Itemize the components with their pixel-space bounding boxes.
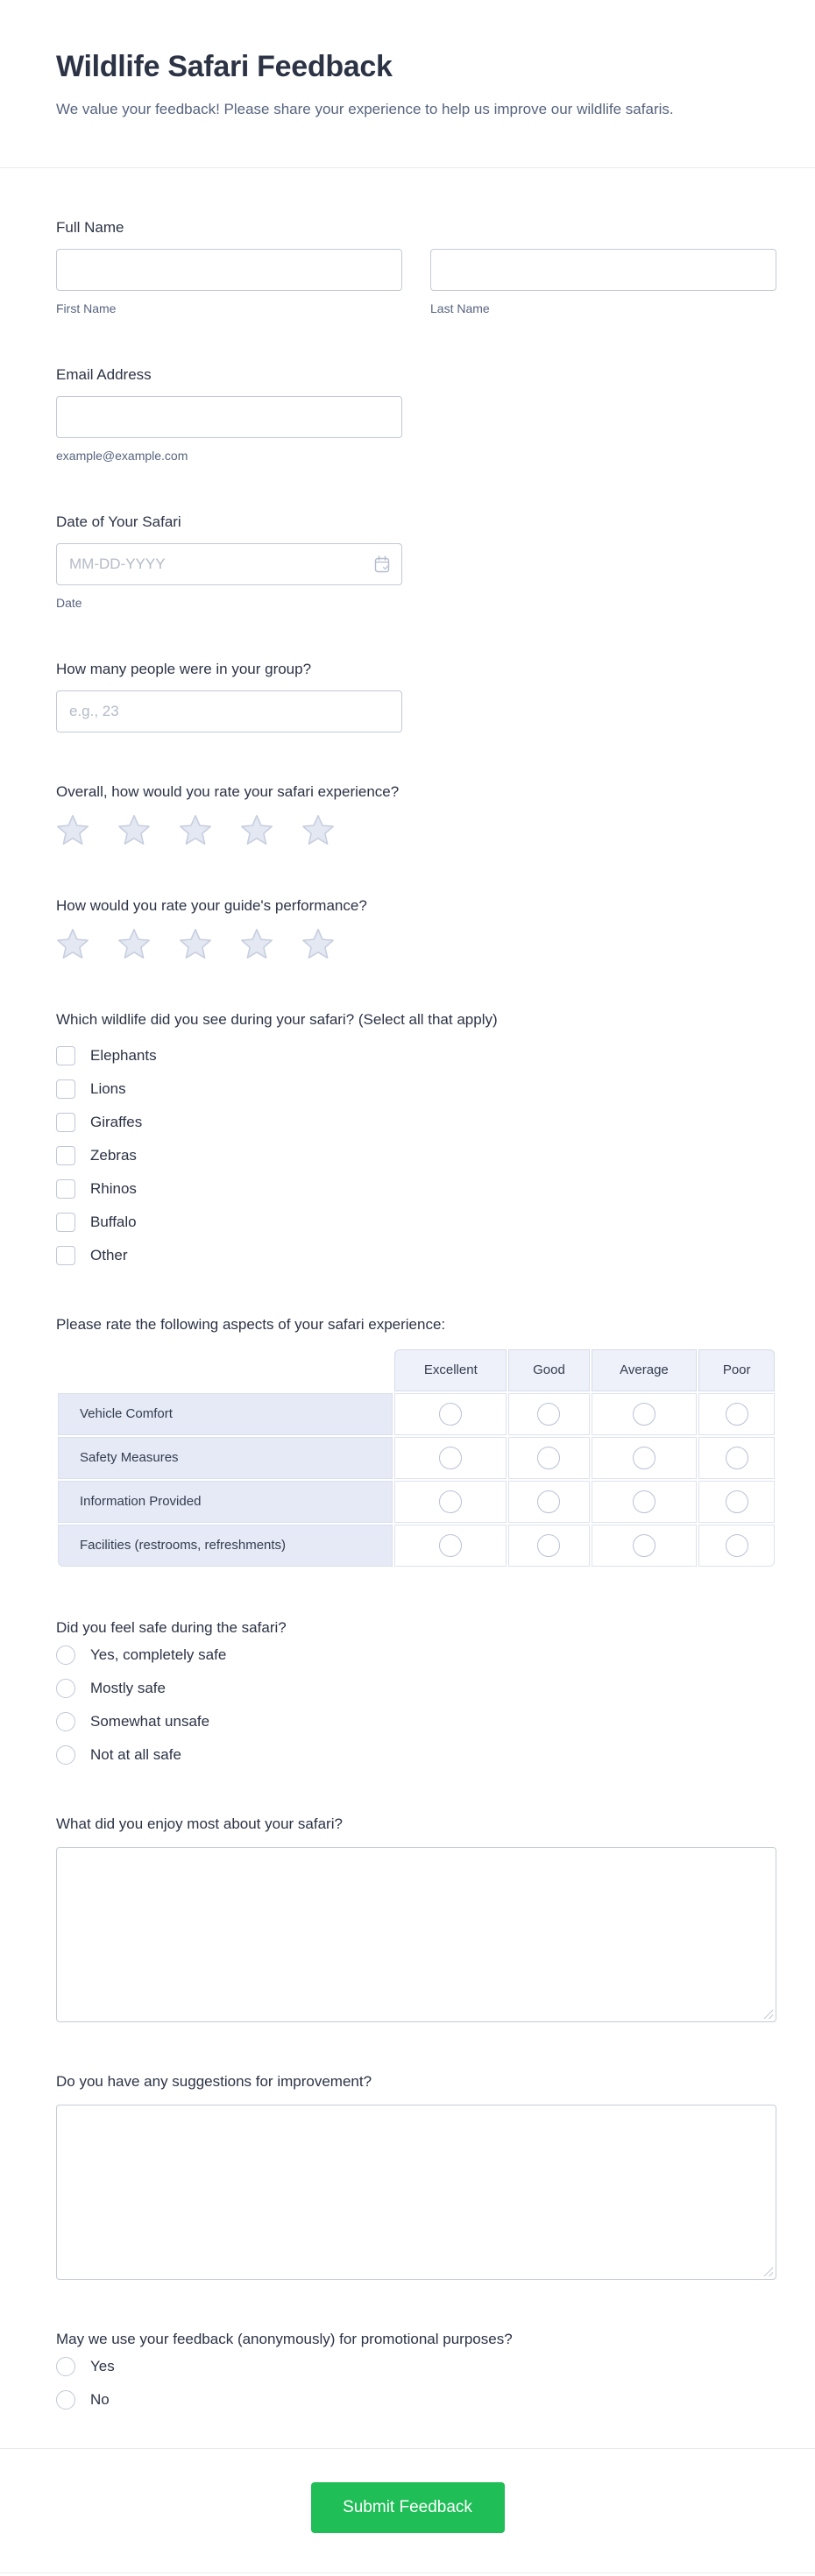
radio-label: Not at all safe xyxy=(90,1745,181,1763)
checkbox[interactable] xyxy=(56,1046,75,1065)
checkbox-option[interactable] xyxy=(56,1046,776,1065)
matrix-radio[interactable] xyxy=(439,1534,462,1557)
checkbox-label: Lions xyxy=(90,1079,126,1097)
form-subtitle: We value your feedback! Please share your experience to help us improve our wildlife safaris. xyxy=(56,100,674,117)
question-aspects-matrix xyxy=(56,1316,776,1568)
matrix-radio[interactable] xyxy=(633,1447,656,1469)
email-sublabel: example@example.com xyxy=(56,448,188,463)
page-title: Wildlife Safari Feedback xyxy=(56,50,393,83)
resize-handle-icon[interactable] xyxy=(762,2266,773,2276)
email-input[interactable] xyxy=(56,396,402,438)
checkbox[interactable] xyxy=(56,1079,75,1099)
star-icon[interactable] xyxy=(117,928,151,960)
guide-star-rating xyxy=(56,928,776,960)
radio-label: Yes, completely safe xyxy=(90,1645,227,1663)
radio-label: Somewhat unsafe xyxy=(90,1712,210,1730)
checkbox[interactable] xyxy=(56,1179,75,1199)
matrix-radio[interactable] xyxy=(537,1447,560,1469)
radio-label: Mostly safe xyxy=(90,1679,166,1696)
last-name-input[interactable] xyxy=(430,249,776,291)
enjoy-most-textarea[interactable] xyxy=(56,1847,776,2022)
question-group-size xyxy=(56,661,776,732)
checkbox-option[interactable] xyxy=(56,1146,776,1165)
question-label: Date of Your Safari xyxy=(56,513,181,530)
star-icon[interactable] xyxy=(301,814,335,846)
star-icon[interactable] xyxy=(117,814,151,846)
matrix-radio[interactable] xyxy=(439,1447,462,1469)
checkbox-label: Other xyxy=(90,1246,128,1263)
radio-option[interactable] xyxy=(56,2390,776,2410)
group-size-input[interactable] xyxy=(56,690,402,732)
checkbox-option[interactable] xyxy=(56,1179,776,1199)
question-safari-date xyxy=(56,513,776,610)
star-icon[interactable] xyxy=(240,814,273,846)
radio-option[interactable] xyxy=(56,2357,776,2376)
matrix-row-label: Safety Measures xyxy=(58,1437,393,1479)
form-header xyxy=(0,0,815,122)
matrix-row-label: Information Provided xyxy=(58,1481,393,1523)
radio-option[interactable] xyxy=(56,1712,776,1731)
radio-button[interactable] xyxy=(56,1712,75,1731)
question-label: Full Name xyxy=(56,218,124,236)
checkbox-option[interactable] xyxy=(56,1213,776,1232)
star-icon[interactable] xyxy=(240,928,273,960)
radio-button[interactable] xyxy=(56,2390,75,2410)
question-label: Please rate the following aspects of your safari experience: xyxy=(56,1315,446,1333)
date-sublabel: Date xyxy=(56,595,82,610)
matrix-corner-cell xyxy=(58,1349,393,1391)
matrix-radio[interactable] xyxy=(633,1490,656,1513)
matrix-row-label: Vehicle Comfort xyxy=(58,1393,393,1435)
matrix-radio[interactable] xyxy=(726,1403,748,1426)
checkbox-option[interactable] xyxy=(56,1079,776,1099)
matrix-radio[interactable] xyxy=(726,1534,748,1557)
matrix-radio[interactable] xyxy=(633,1403,656,1426)
last-name-sublabel: Last Name xyxy=(430,301,490,315)
matrix-row xyxy=(58,1437,775,1479)
checkbox-option[interactable] xyxy=(56,1113,776,1132)
matrix-column-header: Good xyxy=(508,1349,589,1391)
radio-label: Yes xyxy=(90,2357,115,2374)
suggestions-textarea[interactable] xyxy=(56,2105,776,2280)
question-wildlife-seen xyxy=(56,1011,776,1265)
radio-button[interactable] xyxy=(56,1645,75,1665)
radio-button[interactable] xyxy=(56,1745,75,1765)
checkbox[interactable] xyxy=(56,1146,75,1165)
checkbox[interactable] xyxy=(56,1213,75,1232)
question-full-name xyxy=(56,219,776,315)
radio-button[interactable] xyxy=(56,2357,75,2376)
matrix-radio[interactable] xyxy=(537,1534,560,1557)
checkbox[interactable] xyxy=(56,1113,75,1132)
question-label: Overall, how would you rate your safari experience? xyxy=(56,782,400,800)
question-promo-consent xyxy=(56,2331,776,2410)
question-label: Did you feel safe during the safari? xyxy=(56,1618,287,1636)
question-suggestions xyxy=(56,2073,776,2280)
matrix-row-label: Facilities (restrooms, refreshments) xyxy=(58,1525,393,1567)
first-name-sublabel: First Name xyxy=(56,301,117,315)
matrix-column-header: Average xyxy=(592,1349,698,1391)
question-felt-safe xyxy=(56,1619,776,1765)
matrix-radio[interactable] xyxy=(537,1403,560,1426)
overall-star-rating xyxy=(56,814,776,846)
question-label: Do you have any suggestions for improvement? xyxy=(56,2072,372,2090)
matrix-row xyxy=(58,1393,775,1435)
submit-feedback-button[interactable]: Submit Feedback xyxy=(311,2482,505,2533)
matrix-header-row xyxy=(58,1349,775,1391)
rating-matrix-table xyxy=(56,1348,776,1568)
question-label: Which wildlife did you see during your safari? (Select all that apply) xyxy=(56,1010,498,1028)
date-input[interactable] xyxy=(56,543,402,585)
matrix-radio[interactable] xyxy=(726,1490,748,1513)
checkbox-label: Zebras xyxy=(90,1146,137,1164)
question-overall-rating xyxy=(56,783,776,846)
radio-option[interactable] xyxy=(56,1645,776,1665)
radio-label: No xyxy=(90,2390,110,2408)
question-label: Email Address xyxy=(56,365,152,383)
radio-button[interactable] xyxy=(56,1679,75,1698)
checkbox-label: Elephants xyxy=(90,1046,157,1064)
checkbox-option[interactable] xyxy=(56,1246,776,1265)
matrix-column-header: Excellent xyxy=(394,1349,507,1391)
matrix-radio[interactable] xyxy=(726,1447,748,1469)
question-label: May we use your feedback (anonymously) for promotional purposes? xyxy=(56,2330,513,2347)
checkbox-label: Buffalo xyxy=(90,1213,137,1230)
question-email xyxy=(56,366,776,463)
star-icon[interactable] xyxy=(179,814,212,846)
resize-handle-icon[interactable] xyxy=(762,2008,773,2019)
question-enjoy-most xyxy=(56,1815,776,2022)
checkbox-label: Giraffes xyxy=(90,1113,143,1130)
star-icon[interactable] xyxy=(56,814,89,846)
star-icon[interactable] xyxy=(301,928,335,960)
matrix-radio[interactable] xyxy=(633,1534,656,1557)
matrix-radio[interactable] xyxy=(439,1403,462,1426)
matrix-row xyxy=(58,1481,775,1523)
question-label: How many people were in your group? xyxy=(56,660,312,677)
radio-option[interactable] xyxy=(56,1679,776,1698)
matrix-radio[interactable] xyxy=(439,1490,462,1513)
form-body xyxy=(0,168,815,2410)
matrix-row xyxy=(58,1525,775,1567)
matrix-column-header: Poor xyxy=(698,1349,775,1391)
star-icon[interactable] xyxy=(179,928,212,960)
question-guide-rating xyxy=(56,897,776,960)
radio-option[interactable] xyxy=(56,1745,776,1765)
checkbox[interactable] xyxy=(56,1246,75,1265)
submit-section xyxy=(0,2449,815,2533)
first-name-input[interactable] xyxy=(56,249,402,291)
checkbox-label: Rhinos xyxy=(90,1179,137,1197)
question-label: What did you enjoy most about your safari? xyxy=(56,1815,343,1832)
question-label: How would you rate your guide's performance? xyxy=(56,896,367,914)
matrix-radio[interactable] xyxy=(537,1490,560,1513)
star-icon[interactable] xyxy=(56,928,89,960)
